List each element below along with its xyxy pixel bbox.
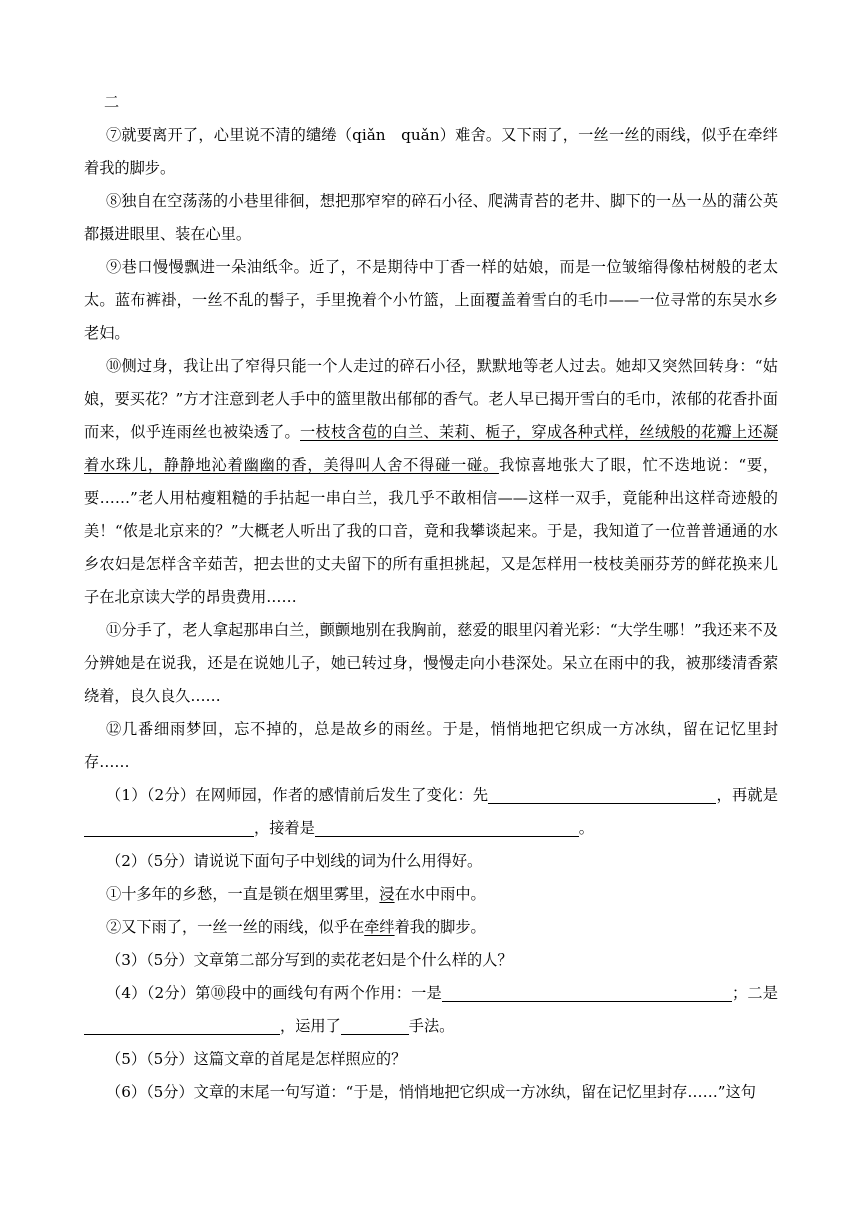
question-1 [84,779,778,845]
question-1-connector-2: ，接着是 [254,819,315,837]
paragraph-10-text-before: ⑩侧过身，我让出了窄得只能一个人走过的碎石小径，默默地等老人过去。她却又突然回转身：“姑娘，要买花？”方才注意到老人手中的篮里散出郁郁的香气。老人早已揭开雪白的毛巾，浓郁的花香扑面而来，似乎连雨丝也被染透了。 [84,357,778,441]
question-2-item-2-text-after: 着我的脚步。 [394,918,486,936]
underlined-word-qianban: 牵绊 [364,918,395,936]
paragraph-11: ⑪分手了，老人拿起那串白兰，颤颤地别在我胸前，慈爱的眼里闪着光彩：“大学生哪！”我还来不及分辨她是在说我，还是在说她儿子，她已转过身，慢慢走向小巷深处。呆立在雨中的我，被那缕清香萦绕着，良久良久…… [84,621,778,705]
paragraph-8: ⑧独自在空荡荡的小巷里徘徊，想把那窄窄的碎石小径、爬满青苔的老井、脚下的一丛一丛的蒲公英都摄进眼里、装在心里。 [84,192,778,243]
section-number: 二 [104,93,120,111]
question-4-end: 手法。 [408,1017,455,1035]
underlined-sentence: 一枝枝含苞的白兰、茉莉、栀子，穿成各种式样，丝绒般的花瓣上还凝着水珠儿，静静地沁着幽幽的香，美得叫人舍不得碰一碰。 [84,423,779,474]
question-2: （2）（5分）请说说下面句子中划线的词为什么用得好。 [106,852,483,870]
question-6: （6）（5分）文章的末尾一句写道：“于是，悄悄地把它织成一方冰纨，留在记忆里封存……”这句 [106,1083,756,1101]
question-4-prompt: （4）（2分）第⑩段中的画线句有两个作用：一是 [106,984,442,1002]
question-2-item-1 [84,878,778,911]
question-2-item-1-text-before: ①十多年的乡愁，一直是锁在烟里雾里， [106,885,380,903]
answer-blank-1a[interactable] [488,783,716,804]
answer-blank-4b[interactable] [84,1014,280,1035]
question-4-connector-2: ，运用了 [280,1017,341,1035]
question-1-end: 。 [578,819,594,837]
answer-blank-1b[interactable] [84,816,254,837]
paragraph-7: ⑦就要离开了，心里说不清的缱绻（qiǎn quǎn）难舍。又下雨了，一丝一丝的雨线，似乎在牵绊着我的脚步。 [84,126,778,177]
paragraph-9: ⑨巷口慢慢飘进一朵油纸伞。近了，不是期待中丁香一样的姑娘，而是一位皱缩得像枯树般的老太太。蓝布裤褂，一丝不乱的髻子，手里挽着个小竹篮，上面覆盖着雪白的毛巾——一位寻常的东吴水乡老妇。 [84,258,778,342]
question-1-prompt: （1）（2分）在网师园，作者的感情前后发生了变化：先 [106,786,489,804]
question-1-connector-1: ，再就是 [716,786,778,804]
answer-blank-4a[interactable] [442,981,732,1002]
question-4-connector-1: ；二是 [731,984,778,1002]
paragraph-12: ⑫几番细雨梦回，忘不掉的，总是故乡的雨丝。于是，悄悄地把它织成一方冰纨，留在记忆里封存…… [84,720,778,771]
paragraph-10-text-after: 我惊喜地张大了眼，忙不迭地说：“要，要……”老人用枯瘦粗糙的手拈起一串白兰，我几乎不敢相信——这样一双手，竟能种出这样奇迹般的美！“侬是北京来的？”大概老人听出了我的口音，竟和我攀谈起来。于是，我知道了一位普普通通的水乡农妇是怎样含辛茹苦，把去世的丈夫留下的所有重担挑起，又是怎样用一枝枝美丽芬芳的鲜花换来儿子在北京读大学的昂贵费用…… [84,456,779,606]
question-4 [84,977,778,1043]
underlined-word-jin: 浸 [379,885,395,903]
question-5: （5）（5分）这篇文章的首尾是怎样照应的？ [106,1050,407,1068]
question-3: （3）（5分）文章第二部分写到的卖花老妇是个什么样的人？ [106,951,513,969]
question-2-item-2 [84,911,778,944]
document-body [84,86,778,1109]
answer-blank-1c[interactable] [315,816,579,837]
answer-blank-4c[interactable] [341,1014,409,1035]
paragraph-10 [84,350,778,614]
question-2-item-2-text-before: ②又下雨了，一丝一丝的雨线，似乎在 [106,918,365,936]
question-2-item-1-text-after: 在水中雨中。 [394,885,486,903]
